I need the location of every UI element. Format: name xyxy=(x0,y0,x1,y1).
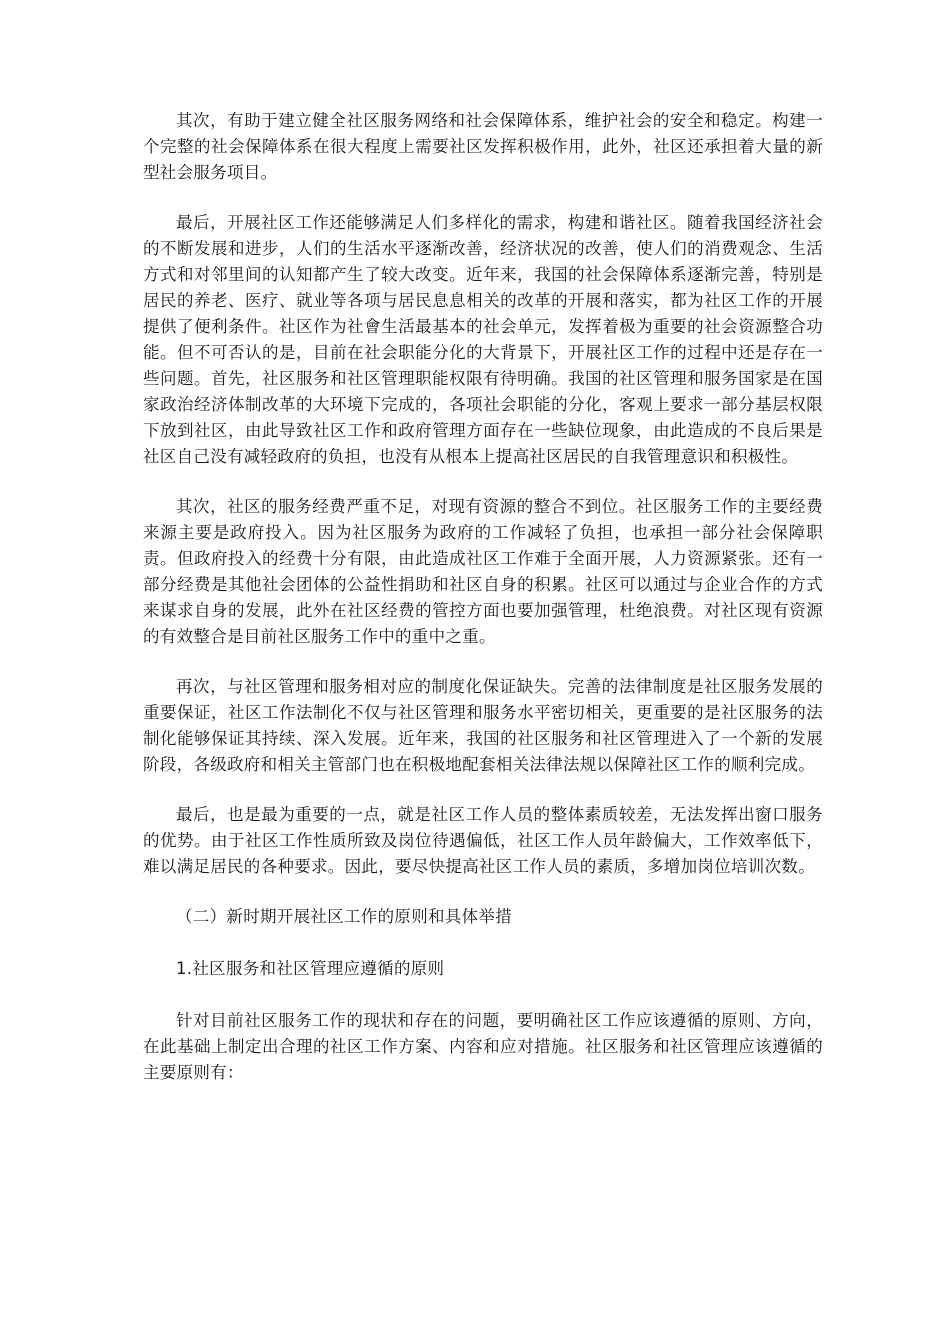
document-page xyxy=(143,108,823,1110)
paragraph-6: 针对目前社区服务工作的现状和存在的问题，要明确社区工作应该遵循的原则、方向，在此基础上制定出合理的社区工作方案、内容和应对措施。社区服务和社区管理应该遵循的主要原则有： xyxy=(143,1011,823,1082)
paragraph-2: 最后，开展社区工作还能够满足人们多样化的需求，构建和谐社区。随着我国经济社会的不断发展和进步，人们的生活水平逐渐改善，经济状况的改善，使人们的消费观念、生活方式和对邻里间的认知都产生了较大改变。近年来，我国的社会保障体系逐渐完善，特别是居民的养老、医疗、就业等各项与居民息息相关的改革的开展和落实，都为社区工作的开展提供了便利条件。社区作为社會生活最基本的社会单元，发挥着极为重要的社会资源整合功能。但不可否认的是，目前在社会职能分化的大背景下，开展社区工作的过程中还是存在一些问题。首先，社区服务和社区管理职能权限有待明确。我国的社区管理和服务国家是在国家政治经济体制改革的大环境下完成的，各项社会职能的分化，客观上要求一部分基层权限下放到社区，由此导致社区工作和政府管理方面存在一些缺位现象，由此造成的不良后果是社区自己没有减轻政府的负担，也没有从根本上提高社区居民的自我管理意识和积极性。 xyxy=(143,213,823,466)
paragraph-4: 再次，与社区管理和服务相对应的制度化保证缺失。完善的法律制度是社区服务发展的重要保证，社区工作法制化不仅与社区管理和服务水平密切相关，更重要的是社区服务的法制化能够保证其持续、深入发展。近年来，我国的社区服务和社区管理进入了一个新的发展阶段，各级政府和相关主管部门也在积极地配套相关法律法规以保障社区工作的顺利完成。 xyxy=(143,677,823,774)
section-heading: （二）新时期开展社区工作的原则和具体举措 xyxy=(176,907,512,926)
paragraph-5: 最后，也是最为重要的一点，就是社区工作人员的整体素质较差，无法发挥出窗口服务的优势。由于社区工作性质所致及岗位待遇偏低，社区工作人员年龄偏大，工作效率低下，难以满足居民的各种要求。因此，要尽快提高社区工作人员的素质，多增加岗位培训次数。 xyxy=(143,805,823,876)
paragraph-1: 其次，有助于建立健全社区服务网络和社会保障体系，维护社会的安全和稳定。构建一个完整的社会保障体系在很大程度上需要社区发挥积极作用，此外，社区还承担着大量的新型社会服务项目。 xyxy=(143,111,823,182)
paragraph-3: 其次，社区的服务经费严重不足，对现有资源的整合不到位。社区服务工作的主要经费来源主要是政府投入。因为社区服务为政府的工作减轻了负担，也承担一部分社会保障职责。但政府投入的经费十分有限，由此造成社区工作难于全面开展，人力资源紧张。还有一部分经费是其他社会团体的公益性捐助和社区自身的积累。社区可以通过与企业合作的方式来谋求自身的发展，此外在社区经费的管控方面也要加强管理，杜绝浪费。对社区现有资源的有效整合是目前社区服务工作中的重中之重。 xyxy=(143,497,823,646)
subsection-heading: 1.社区服务和社区管理应遵循的原则 xyxy=(176,959,445,978)
